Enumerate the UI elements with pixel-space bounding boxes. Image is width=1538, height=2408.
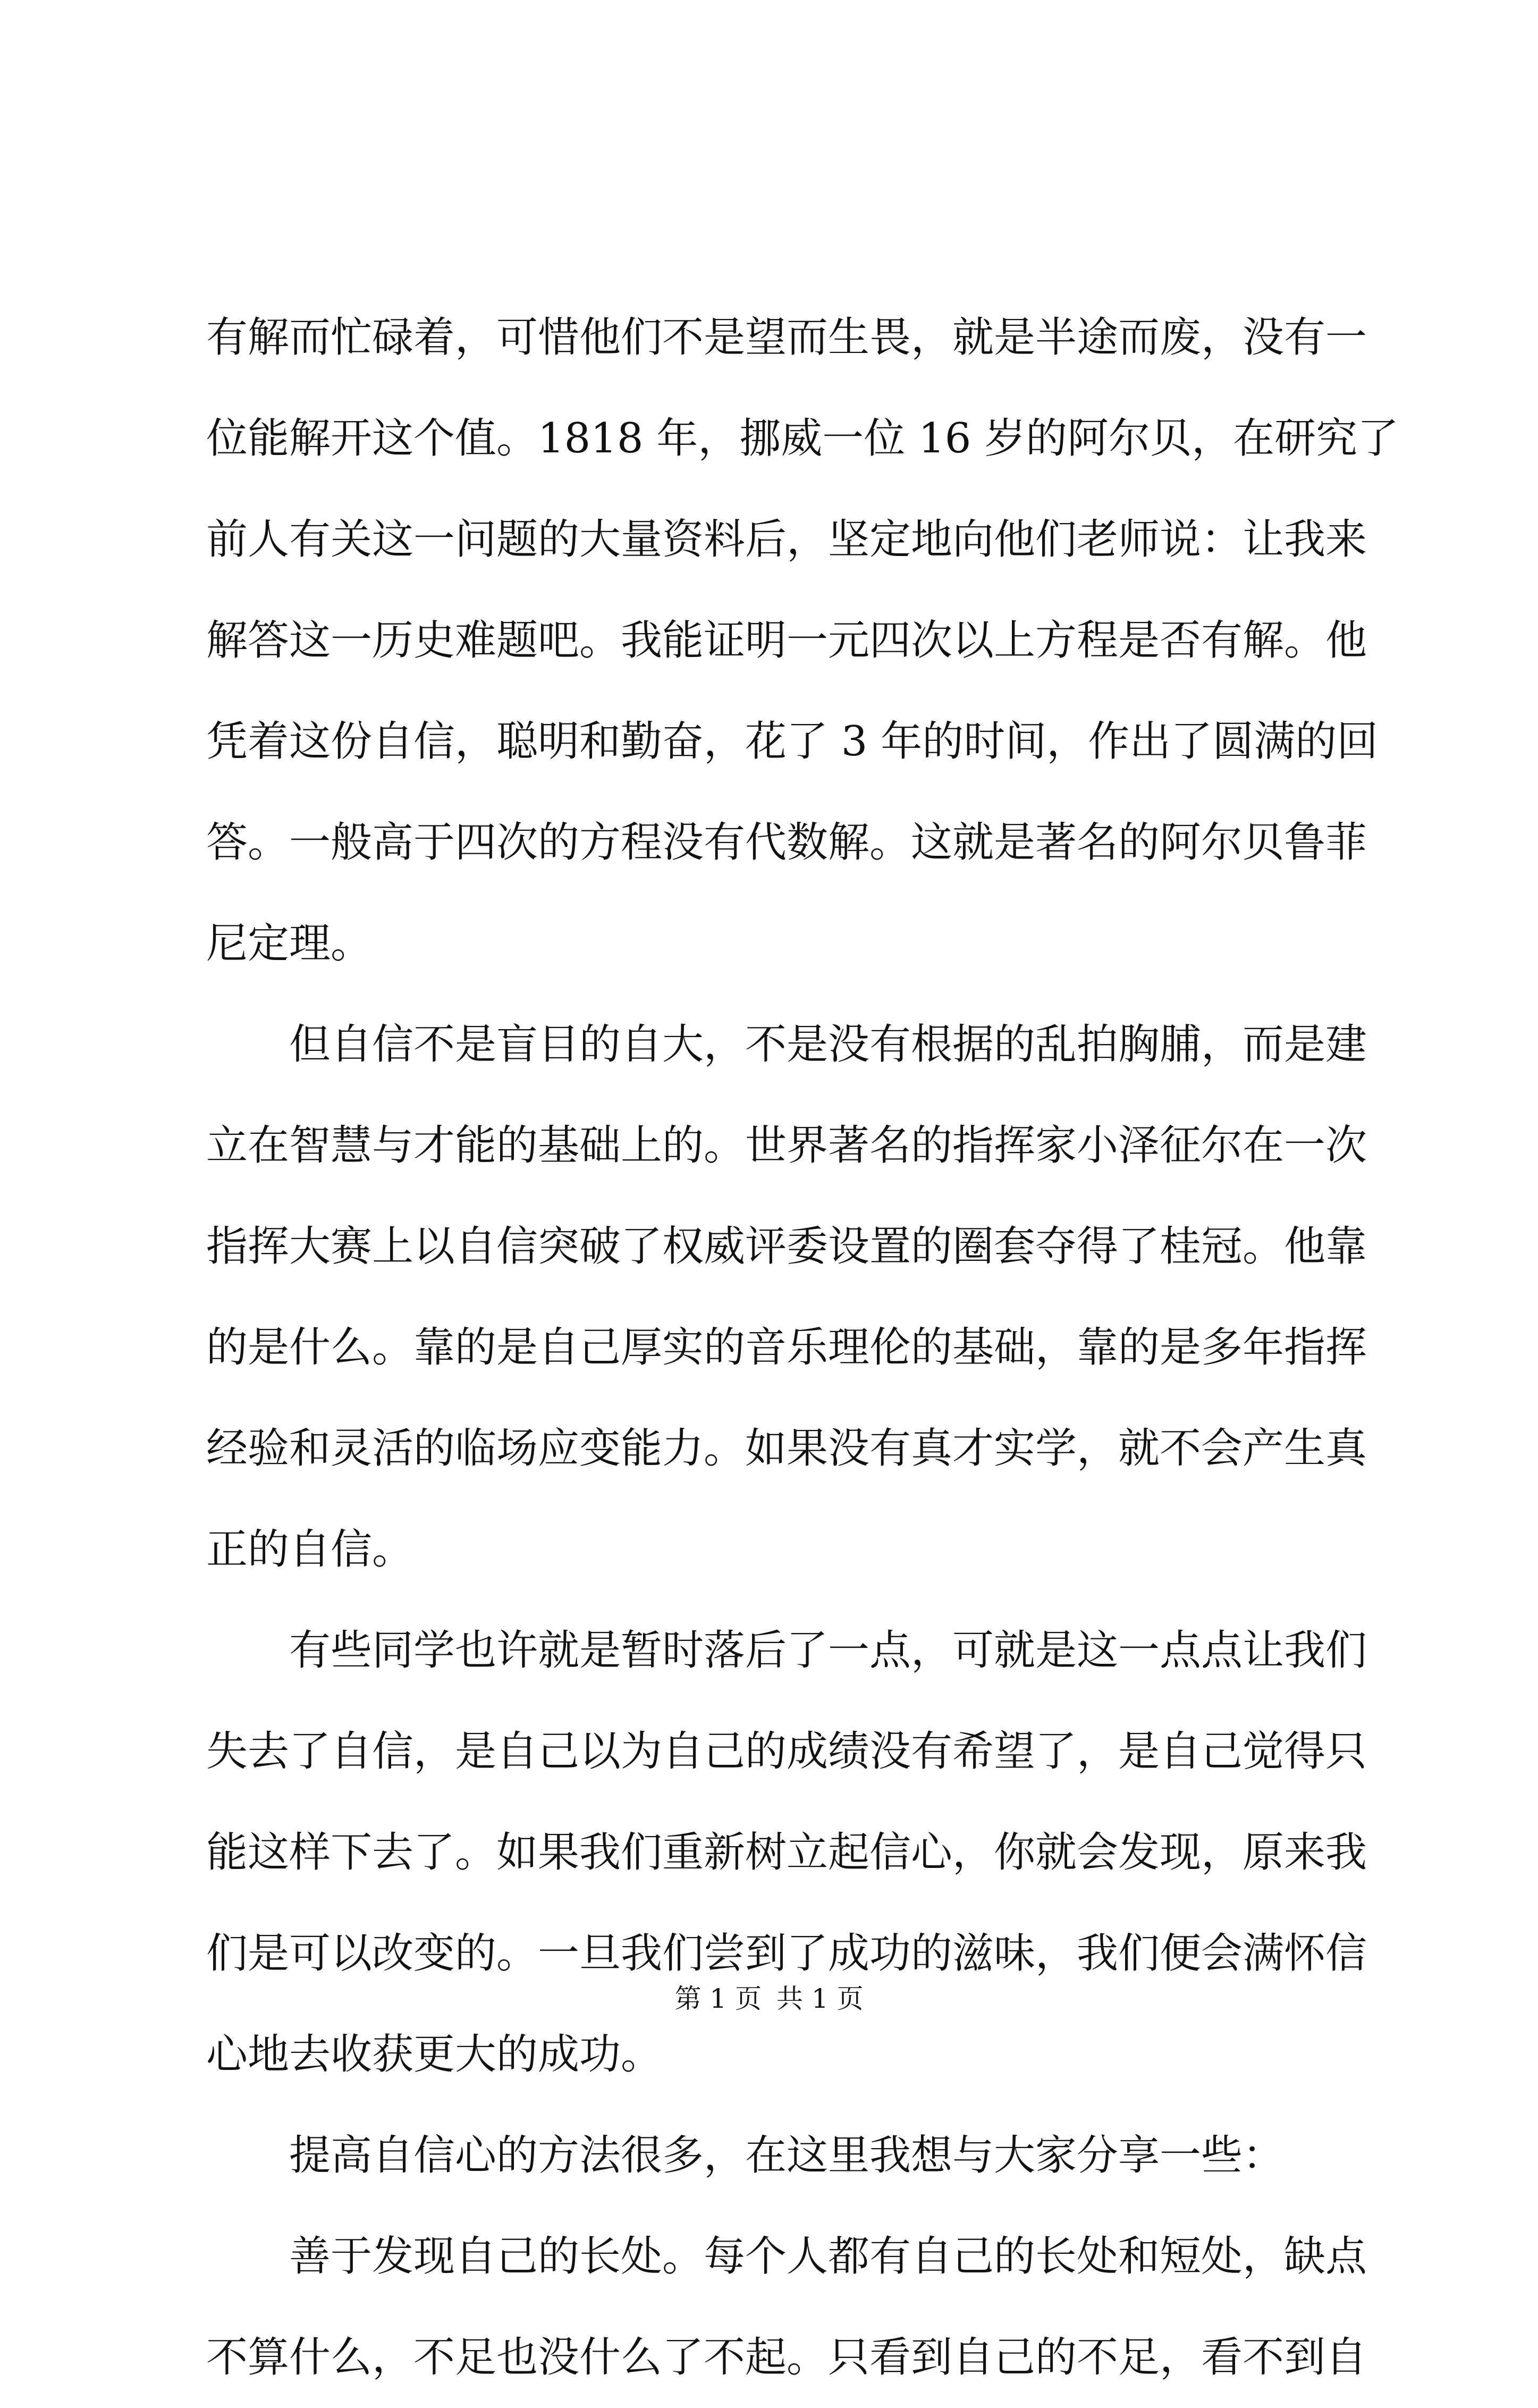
page-total: 共 1 页: [776, 1983, 864, 2014]
text-line-21: 不算什么，不足也没什么了不起。只看到自己的不足，看不到自: [206, 2334, 1367, 2381]
text-line-13: 正的自信。: [206, 1526, 414, 1573]
text-line-7: 尼定理。: [206, 920, 373, 967]
text-line-5: 凭着这份自信，聪明和勤奋，花了 3 年的时间，作出了圆满的回: [206, 718, 1379, 765]
text-line-19: 提高自信心的方法很多，在这里我想与大家分享一些：: [206, 2132, 1285, 2179]
text-line-15: 失去了自信，是自己以为自己的成绩没有希望了，是自己觉得只: [206, 1728, 1367, 1775]
text-line-9: 立在智慧与才能的基础上的。世界著名的指挥家小泽征尔在一次: [206, 1122, 1367, 1169]
text-line-20: 善于发现自己的长处。每个人都有自己的长处和短处，缺点: [206, 2233, 1367, 2280]
text-line-12: 经验和灵活的临场应变能力。如果没有真才实学，就不会产生真: [206, 1425, 1367, 1472]
text-line-4: 解答这一历史难题吧。我能证明一元四次以上方程是否有解。他: [206, 617, 1367, 664]
text-line-6: 答。一般高于四次的方程没有代数解。这就是著名的阿尔贝鲁菲: [206, 819, 1367, 866]
text-line-17: 们是可以改变的。一旦我们尝到了成功的滋味，我们便会满怀信: [206, 1930, 1367, 1977]
text-line-10: 指挥大赛上以自信突破了权威评委设置的圈套夺得了桂冠。他靠: [206, 1223, 1367, 1270]
text-line-18: 心地去收获更大的成功。: [206, 2031, 663, 2078]
text-line-14: 有些同学也许就是暂时落后了一点，可就是这一点点让我们: [206, 1627, 1367, 1674]
page-footer: [0, 1983, 1538, 2015]
text-line-3: 前人有关这一问题的大量资料后，坚定地向他们老师说：让我来: [206, 516, 1367, 563]
text-line-1: 有解而忙碌着，可惜他们不是望而生畏，就是半途而废，没有一: [206, 314, 1367, 361]
text-line-2: 位能解开这个值。1818 年，挪威一位 16 岁的阿尔贝，在研究了: [206, 415, 1399, 462]
page-number: 第 1 页: [674, 1983, 762, 2014]
text-line-16: 能这样下去了。如果我们重新树立起信心，你就会发现，原来我: [206, 1829, 1367, 1876]
document-body: [206, 287, 1399, 2408]
text-line-8: 但自信不是盲目的自大，不是没有根据的乱拍胸脯，而是建: [206, 1021, 1367, 1068]
text-line-11: 的是什么。靠的是自己厚实的音乐理伦的基础，靠的是多年指挥: [206, 1324, 1367, 1371]
